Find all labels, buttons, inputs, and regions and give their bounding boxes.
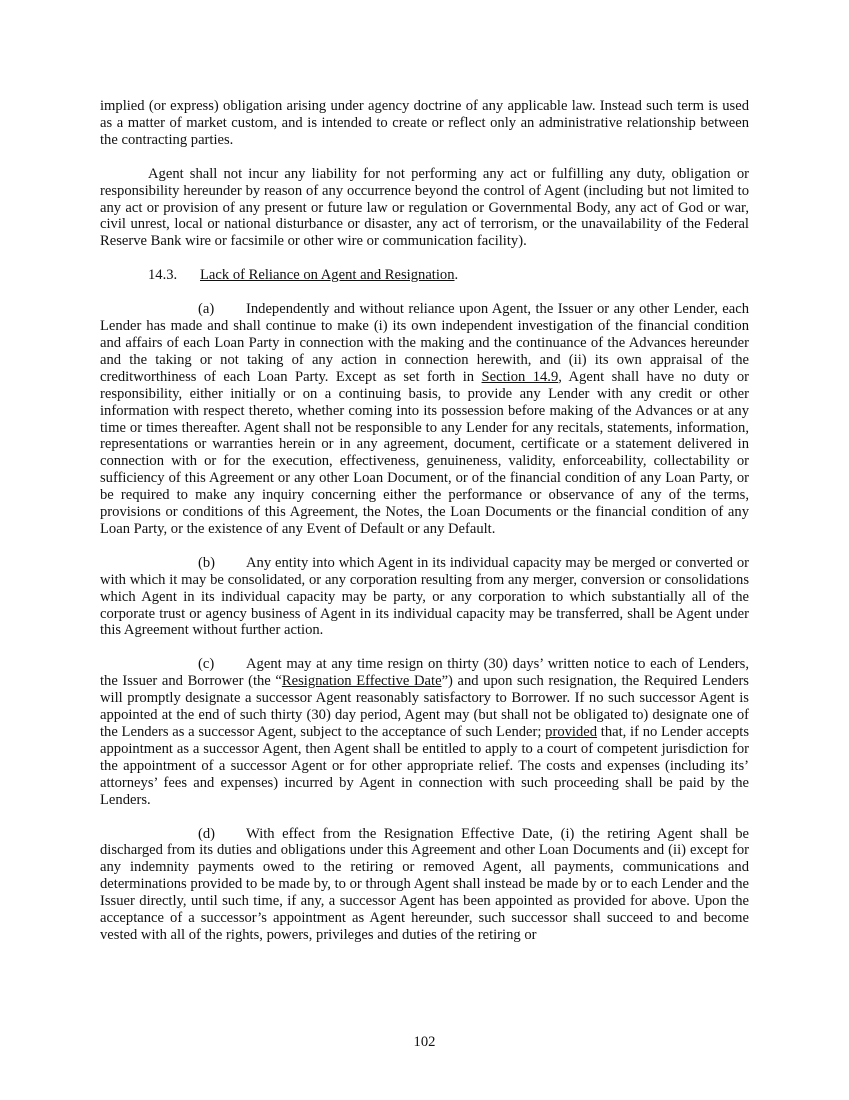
section-title: Lack of Reliance on Agent and Resignation — [200, 267, 455, 284]
paragraph-c-text-1: Agent may at any time resign on thirty (30) days’ written notice to each of Lenders, the Issuer and Borrower (the “ — [100, 656, 749, 690]
section-title-end: . — [454, 267, 459, 284]
page-number: 102 — [413, 1034, 436, 1050]
paragraph-a — [100, 301, 749, 538]
paragraph-d — [100, 826, 749, 944]
paragraph-b-text: Any entity into which Agent in its individual capacity may be merged or converted or with which it may be consolidated, or any corporation resulting from any merger, conversion or consolidations which Agent in its individual capacity may be party, or any corporation to which substantially all of the corporate trust or agency business of Agent in its individual capacity may be transferred, shall be Agent under this Agreement without further action. — [100, 554, 749, 639]
document-page — [100, 98, 749, 961]
section-number: 14.3. — [148, 267, 178, 284]
proviso-term: provided — [545, 724, 598, 740]
paragraph-c-label: (c) — [198, 656, 215, 673]
paragraph-d-text: With effect from the Resignation Effective Date, (i) the retiring Agent shall be discharged from its duties and obligations under this Agreement and other Loan Documents and (ii) except for any indemnity payments owed to the retiring or removed Agent, all payments, communications and determinations provided to be made by, to or through Agent shall instead be made by or to each Lender and the Issuer directly, until such time, if any, a successor Agent has been appointed as provided for above. Upon the acceptance of a successor’s appointment as Agent hereunder, such successor shall succeed to and become vested with all of the rights, powers, privileges and duties of the retiring or — [100, 825, 749, 943]
paragraph-c — [100, 656, 749, 808]
paragraph-b — [100, 555, 749, 640]
paragraph-b-label: (b) — [198, 554, 216, 571]
paragraph-a-label: (a) — [198, 301, 215, 318]
paragraph-a-text-1: Independently and without reliance upon Agent, the Issuer or any other Lender, each Lender has made and shall continue to make (i) its own independent investigation of the financial condition and affairs of each Loan Party in connection with the making and the continuance of the Advances hereunder and the taking or not taking of any action in connection herewith, and (ii) its own appraisal of the creditworthiness of each Loan Party. Except as set forth in — [100, 301, 749, 385]
paragraph-a-text-2: , Agent shall have no duty or responsibility, either initially or on a continuing basis, to provide any Lender with any credit or other information with respect thereto, whether coming into its possession before making of the Advances or at any time or times thereafter. Agent shall not be responsible to any Lender for any recitals, statements, information, representations or warranties herein or in any agreement, document, certificate or a statement delivered in connection with or for the execution, effectiveness, genuineness, validity, enforceability, collectability or sufficiency of this Agreement or any other Loan Document, or of the financial condition of any Loan Party, or be required to make any inquiry concerning either the performance or observance of any of the terms, provisions or conditions of this Agreement, the Notes, the Loan Documents or the financial condition of any Loan Party, or the existence of any Event of Default or any Default. — [100, 368, 750, 537]
intro-paragraph: implied (or express) obligation arising under agency doctrine of any applicable law. Instead such term is used as a matter of market custom, and is intended to create or reflect only an administrative relationship between the contracting parties. — [100, 98, 749, 148]
section-reference-link: Section 14.9 — [481, 368, 559, 385]
paragraph-c-text-3: that, if no Lender accepts appointment as a successor Agent, then Agent shall be entitled to apply to a court of competent jurisdiction for the appointment of a successor Agent or for other appropriate relief. The costs and expenses (including its’ attorneys’ fees and expenses) incurred by Agent in connection with such proceeding shall be paid by the Lenders. — [100, 724, 750, 808]
section-heading — [100, 267, 749, 284]
paragraph-d-label: (d) — [198, 825, 216, 842]
force-majeure-paragraph: Agent shall not incur any liability for not performing any act or fulfilling any duty, obligation or responsibility hereunder by reason of any occurrence beyond the control of Agent (including but not limited to any act or provision of any present or future law or regulation or Governmental Body, any act of God or war, civil unrest, local or national disturbance or disaster, any act of terrorism, or the unavailability of the Federal Reserve Bank wire or facsimile or other wire or communication facility). — [100, 165, 749, 250]
paragraph-c-text-2: ”) and upon such resignation, the Required Lenders will promptly designate a successor Agent reasonably satisfactory to Borrower. If no such successor Agent is appointed at the end of such thirty (30) day period, Agent may (but shall not be obligated to) designate one of the Lenders as a successor Agent, subject to the acceptance of such Lender; — [100, 673, 749, 740]
defined-term: Resignation Effective Date — [281, 673, 442, 690]
